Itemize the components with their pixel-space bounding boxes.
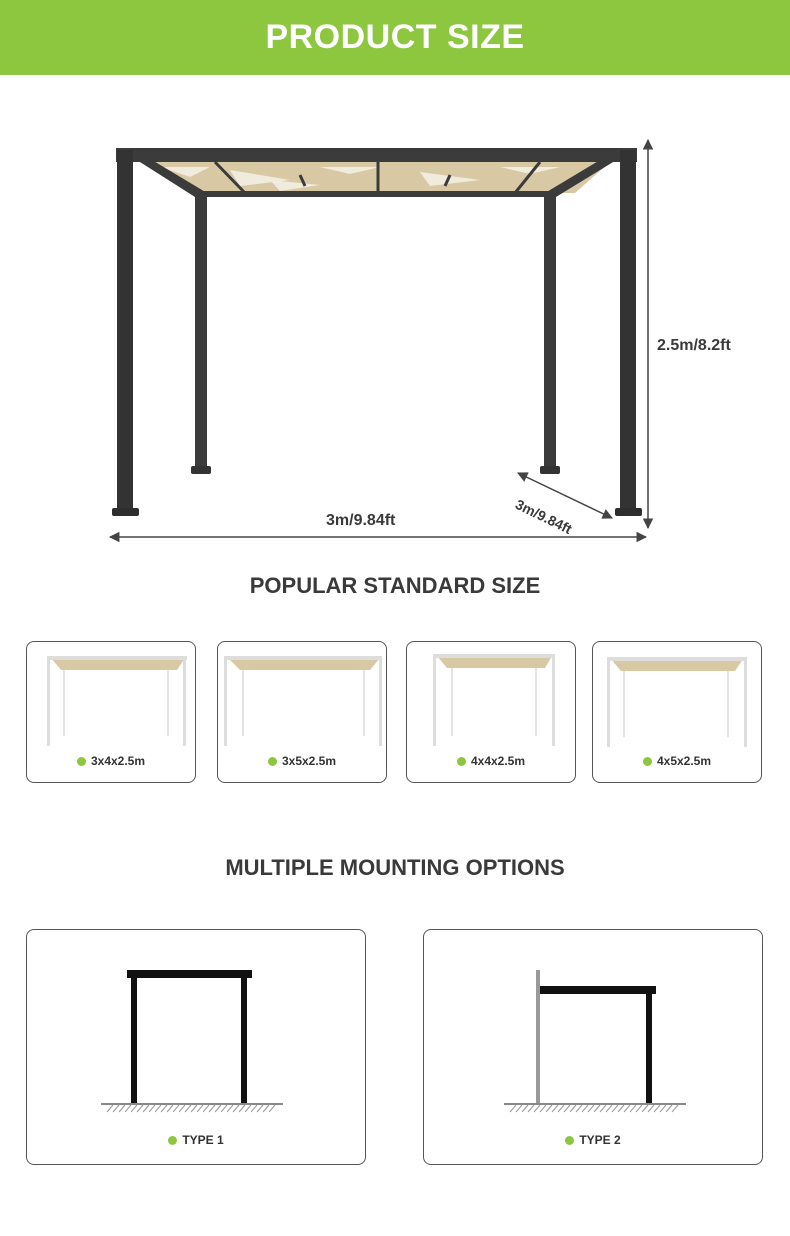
front-beam [116,148,637,162]
height-label: 2.5m/8.2ft [657,337,731,354]
size-card-caption [407,754,575,768]
mount-caption [424,1133,762,1147]
size-label: 3x5x2.5m [281,754,337,768]
back-left-post [195,195,207,470]
canopy-fabric [140,162,610,193]
mount-type-label: TYPE 2 [579,1133,621,1147]
mount-card-type-1[interactable] [26,929,366,1165]
size-card-4x5[interactable] [592,641,762,783]
pergola-illustration [0,120,790,560]
mounting-options-title: MULTIPLE MOUNTING OPTIONS [225,855,565,880]
mount-card-type-2[interactable] [423,929,763,1165]
page-title: PRODUCT SIZE [265,18,525,56]
size-card-caption [593,754,761,768]
green-dot-icon [268,757,277,766]
mount-type-label: TYPE 1 [182,1133,224,1147]
size-card-caption [27,754,195,768]
header-banner [0,0,790,75]
size-card-3x4[interactable] [26,641,196,783]
front-right-post [620,150,636,512]
green-dot-icon [77,757,86,766]
back-right-post [544,195,556,470]
width-label: 3m/9.84ft [326,512,396,529]
green-dot-icon [457,757,466,766]
standard-size-title: POPULAR STANDARD SIZE [249,573,541,598]
green-dot-icon [643,757,652,766]
size-card-4x4[interactable] [406,641,576,783]
size-label: 4x4x2.5m [470,754,526,768]
size-label: 4x5x2.5m [656,754,712,768]
depth-label: 3m/9.84ft [512,496,575,537]
green-dot-icon [565,1136,574,1145]
freestanding-frame-icon [27,930,367,1166]
size-label: 3x4x2.5m [90,754,146,768]
front-left-post [117,150,133,512]
wall-mounted-frame-icon [424,930,764,1166]
size-card-caption [218,754,386,768]
mount-caption [27,1133,365,1147]
size-card-3x5[interactable] [217,641,387,783]
green-dot-icon [168,1136,177,1145]
